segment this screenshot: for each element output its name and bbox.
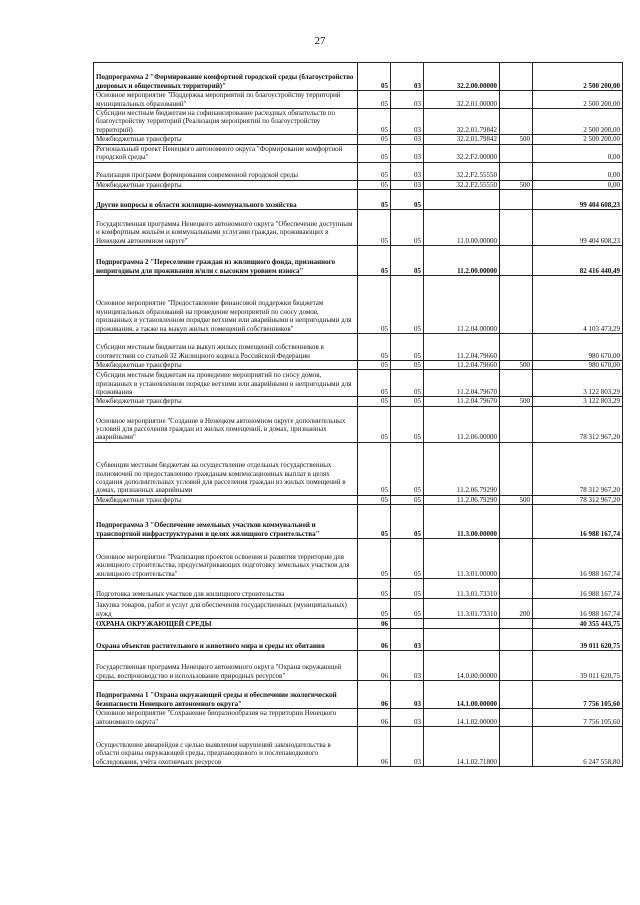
row-name-cell: Субвенции местным бюджетам на осуществление отдельных государственных полномочий по предоставлению гражданам компенсационных выплат в целях создания дополнительных условий для расселения граждан из жилых помещений в домах, признанных аварийными xyxy=(94,442,358,495)
section-code-cell: 05 xyxy=(358,406,391,442)
target-article-cell: 32.2.01.00000 xyxy=(424,91,500,109)
expense-type-cell: 500 xyxy=(500,180,533,189)
section-code-cell: 05 xyxy=(358,397,391,406)
subsection-code-cell: 05 xyxy=(391,579,424,599)
section-code-cell: 06 xyxy=(358,681,391,709)
section-code-cell: 06 xyxy=(358,629,391,651)
row-name-cell: Подпрограмма 2 "Формирование комфортной городской среды (благоустройство дворовых и общественных территорий)" xyxy=(94,63,358,91)
expense-type-cell xyxy=(500,144,533,162)
subsection-code-cell: 05 xyxy=(391,210,424,246)
subsection-code-cell: 05 xyxy=(391,406,424,442)
row-name-cell: Межбюджетные трансферты xyxy=(94,135,358,144)
row-name-cell: Другие вопросы в области жилищно-коммунального хозяйства xyxy=(94,190,358,210)
target-article-cell: 11.2.06.79290 xyxy=(424,495,500,504)
expense-type-cell xyxy=(500,629,533,651)
row-name-cell: Межбюджетные трансферты xyxy=(94,397,358,406)
row-name-cell: Субсидии местным бюджетам на выкуп жилых помещений собственников в соответствии со статьей 32 Жилищного кодекса Российской Федерации xyxy=(94,334,358,361)
target-article-cell xyxy=(424,190,500,210)
table-row xyxy=(94,651,623,681)
target-article-cell: 11.2.06.00000 xyxy=(424,406,500,442)
amount-cell: 3 122 803,29 xyxy=(533,397,623,406)
section-code-cell: 06 xyxy=(358,651,391,681)
row-name-cell: Основное мероприятие "Сохранение биоразнообразия на территории Ненецкого автономного округа" xyxy=(94,709,358,727)
table-row xyxy=(94,539,623,579)
subsection-code-cell: 03 xyxy=(391,144,424,162)
table-row xyxy=(94,406,623,442)
table-row xyxy=(94,370,623,397)
target-article-cell: 14.1.02.71800 xyxy=(424,727,500,767)
section-code-cell: 05 xyxy=(358,63,391,91)
subsection-code-cell: 03 xyxy=(391,180,424,189)
table-row xyxy=(94,599,623,619)
subsection-code-cell: 05 xyxy=(391,495,424,504)
section-code-cell: 05 xyxy=(358,334,391,361)
subsection-code-cell: 05 xyxy=(391,246,424,276)
amount-cell: 78 312 967,20 xyxy=(533,442,623,495)
amount-cell: 16 988 167,74 xyxy=(533,505,623,539)
target-article-cell: 32.2.F2.55550 xyxy=(424,162,500,180)
subsection-code-cell: 05 xyxy=(391,370,424,397)
table-row xyxy=(94,246,623,276)
row-name-cell: Основное мероприятие "Создание в Ненецком автономном округе дополнительных условий для расселения граждан из жилых помещений, в домах, признанных аварийными" xyxy=(94,406,358,442)
table-row xyxy=(94,135,623,144)
section-code-cell: 05 xyxy=(358,495,391,504)
row-name-cell: Закупка товаров, работ и услуг для обеспечения государственных (муниципальных) нужд xyxy=(94,599,358,619)
amount-cell: 40 355 443,75 xyxy=(533,619,623,629)
expense-type-cell xyxy=(500,246,533,276)
expense-type-cell: 200 xyxy=(500,599,533,619)
section-code-cell: 05 xyxy=(358,361,391,370)
row-name-cell: Региональный проект Ненецкого автономного округа "Формирование комфортной городской среды" xyxy=(94,144,358,162)
target-article-cell: 11.0.00.00000 xyxy=(424,210,500,246)
amount-cell: 980 670,00 xyxy=(533,361,623,370)
amount-cell: 0,00 xyxy=(533,180,623,189)
amount-cell: 78 312 967,20 xyxy=(533,406,623,442)
amount-cell: 16 988 167,74 xyxy=(533,599,623,619)
target-article-cell: 11.2.04.79670 xyxy=(424,397,500,406)
subsection-code-cell: 05 xyxy=(391,190,424,210)
row-name-cell: ОХРАНА ОКРУЖАЮЩЕЙ СРЕДЫ xyxy=(94,619,358,629)
subsection-code-cell: 03 xyxy=(391,629,424,651)
section-code-cell: 05 xyxy=(358,370,391,397)
row-name-cell: Основное мероприятие "Поддержка мероприятий по благоустройству территорий муниципальных образований" xyxy=(94,91,358,109)
subsection-code-cell: 05 xyxy=(391,505,424,539)
section-code-cell: 05 xyxy=(358,109,391,135)
row-name-cell: Охрана объектов растительного и животного мира и среды их обитания xyxy=(94,629,358,651)
expense-type-cell xyxy=(500,539,533,579)
subsection-code-cell: 05 xyxy=(391,599,424,619)
expense-type-cell: 500 xyxy=(500,495,533,504)
amount-cell: 2 500 200,00 xyxy=(533,63,623,91)
section-code-cell: 05 xyxy=(358,135,391,144)
section-code-cell: 05 xyxy=(358,210,391,246)
section-code-cell: 05 xyxy=(358,144,391,162)
target-article-cell: 11.2.04.79660 xyxy=(424,334,500,361)
row-name-cell: Основное мероприятие "Предоставление финансовой поддержки бюджетам муниципальных образований на проведение мероприятий по сносу домов, признанных в установленном порядке ветхими или аварийными и непригодными для проживания, а также на выкуп жилых помещений собственников" xyxy=(94,276,358,334)
subsection-code-cell: 05 xyxy=(391,397,424,406)
section-code-cell: 06 xyxy=(358,727,391,767)
subsection-code-cell: 03 xyxy=(391,162,424,180)
amount-cell: 6 247 558,80 xyxy=(533,727,623,767)
table-row xyxy=(94,681,623,709)
row-name-cell: Государственная программа Ненецкого автономного округа "Обеспечение доступным и комфортным жильём и коммунальными услугами граждан, проживающих в Ненецком автономном округе" xyxy=(94,210,358,246)
target-article-cell: 14.1.00.00000 xyxy=(424,681,500,709)
row-name-cell: Субсидии местным бюджетам на софинансирование расходных обязательств по благоустройству территорий (Реализация мероприятий по благоустройству территорий) xyxy=(94,109,358,135)
expense-type-cell xyxy=(500,109,533,135)
row-name-cell: Подготовка земельных участков для жилищного строительства xyxy=(94,579,358,599)
target-article-cell: 32.2.01.79842 xyxy=(424,109,500,135)
expense-type-cell: 500 xyxy=(500,135,533,144)
amount-cell: 4 103 473,29 xyxy=(533,276,623,334)
table-row xyxy=(94,397,623,406)
amount-cell: 16 988 167,74 xyxy=(533,579,623,599)
table-row xyxy=(94,495,623,504)
subsection-code-cell xyxy=(391,619,424,629)
row-name-cell: Межбюджетные трансферты xyxy=(94,180,358,189)
section-code-cell: 05 xyxy=(358,190,391,210)
row-name-cell: Подпрограмма 2 "Переселение граждан из жилищного фонда, признанного непригодным для проживания и/или с высоким уровнем износа" xyxy=(94,246,358,276)
row-name-cell: Основное мероприятие "Реализация проектов освоения и развития территории для жилищного строительства, предусматривающих подготовку земельных участков для жилищного строительства" xyxy=(94,539,358,579)
subsection-code-cell: 05 xyxy=(391,442,424,495)
row-name-cell: Межбюджетные трансферты xyxy=(94,361,358,370)
target-article-cell: 11.3.01.73310 xyxy=(424,579,500,599)
target-article-cell: 32.2.F2.00000 xyxy=(424,144,500,162)
table-row xyxy=(94,190,623,210)
amount-cell: 7 756 105,60 xyxy=(533,709,623,727)
target-article-cell: 11.2.06.79290 xyxy=(424,442,500,495)
amount-cell: 2 500 200,00 xyxy=(533,135,623,144)
section-code-cell: 05 xyxy=(358,442,391,495)
expense-type-cell xyxy=(500,505,533,539)
table-row xyxy=(94,109,623,135)
expense-type-cell xyxy=(500,619,533,629)
target-article-cell: 14.0.00.00000 xyxy=(424,651,500,681)
table-row xyxy=(94,162,623,180)
expense-type-cell xyxy=(500,709,533,727)
row-name-cell: Реализация программ формирования современной городской среды xyxy=(94,162,358,180)
amount-cell: 39 011 620,75 xyxy=(533,629,623,651)
table-row xyxy=(94,180,623,189)
amount-cell: 7 756 105,60 xyxy=(533,681,623,709)
target-article-cell: 11.3.00.00000 xyxy=(424,505,500,539)
subsection-code-cell: 05 xyxy=(391,361,424,370)
expense-type-cell xyxy=(500,727,533,767)
budget-table xyxy=(93,62,623,767)
expense-type-cell xyxy=(500,334,533,361)
target-article-cell: 11.3.01.73310 xyxy=(424,599,500,619)
table-row xyxy=(94,210,623,246)
target-article-cell: 32.2.00.00000 xyxy=(424,63,500,91)
table-row xyxy=(94,334,623,361)
expense-type-cell xyxy=(500,370,533,397)
section-code-cell: 05 xyxy=(358,276,391,334)
table-row xyxy=(94,505,623,539)
row-name-cell: Подпрограмма 3 "Обеспечение земельных участков коммунальной и транспортной инфраструктурами в целях жилищного строительства" xyxy=(94,505,358,539)
subsection-code-cell: 03 xyxy=(391,109,424,135)
section-code-cell: 05 xyxy=(358,599,391,619)
row-name-cell: Субсидии местным бюджетам на проведение мероприятий по сносу домов, признанных в установленном порядке ветхими или аварийными и непригодными для проживания xyxy=(94,370,358,397)
amount-cell: 3 122 803,29 xyxy=(533,370,623,397)
expense-type-cell: 500 xyxy=(500,397,533,406)
expense-type-cell: 500 xyxy=(500,361,533,370)
target-article-cell: 32.2.01.79842 xyxy=(424,135,500,144)
target-article-cell: 11.2.04.79660 xyxy=(424,361,500,370)
expense-type-cell xyxy=(500,63,533,91)
expense-type-cell xyxy=(500,190,533,210)
table-row xyxy=(94,619,623,629)
table-row xyxy=(94,442,623,495)
section-code-cell: 05 xyxy=(358,91,391,109)
section-code-cell: 05 xyxy=(358,180,391,189)
subsection-code-cell: 05 xyxy=(391,539,424,579)
subsection-code-cell: 03 xyxy=(391,681,424,709)
row-name-cell: Межбюджетные трансферты xyxy=(94,495,358,504)
target-article-cell xyxy=(424,619,500,629)
row-name-cell: Осуществление авиарейдов с целью выявления нарушений законодательства в области охраны окружающей среды, предпаводкового и послепаводкового обследования, учёта охотничьих ресурсов xyxy=(94,727,358,767)
table-row xyxy=(94,579,623,599)
expense-type-cell xyxy=(500,406,533,442)
target-article-cell: 11.2.04.00000 xyxy=(424,276,500,334)
subsection-code-cell: 03 xyxy=(391,63,424,91)
amount-cell: 0,00 xyxy=(533,144,623,162)
amount-cell: 2 500 200,00 xyxy=(533,91,623,109)
subsection-code-cell: 03 xyxy=(391,135,424,144)
table-row xyxy=(94,276,623,334)
table-row xyxy=(94,727,623,767)
table-row xyxy=(94,144,623,162)
amount-cell: 2 500 200,00 xyxy=(533,109,623,135)
table-row xyxy=(94,63,623,91)
page-number: 27 xyxy=(314,35,326,47)
expense-type-cell xyxy=(500,276,533,334)
amount-cell: 82 416 440,49 xyxy=(533,246,623,276)
amount-cell: 99 404 608,23 xyxy=(533,210,623,246)
amount-cell: 980 670,00 xyxy=(533,334,623,361)
expense-type-cell xyxy=(500,651,533,681)
section-code-cell: 05 xyxy=(358,579,391,599)
amount-cell: 0,00 xyxy=(533,162,623,180)
subsection-code-cell: 05 xyxy=(391,276,424,334)
target-article-cell: 14.1.02.00000 xyxy=(424,709,500,727)
table-row xyxy=(94,709,623,727)
amount-cell: 39 011 620,75 xyxy=(533,651,623,681)
target-article-cell xyxy=(424,629,500,651)
expense-type-cell xyxy=(500,442,533,495)
expense-type-cell xyxy=(500,579,533,599)
subsection-code-cell: 05 xyxy=(391,334,424,361)
table-row xyxy=(94,91,623,109)
expense-type-cell xyxy=(500,210,533,246)
subsection-code-cell: 03 xyxy=(391,651,424,681)
amount-cell: 78 312 967,20 xyxy=(533,495,623,504)
row-name-cell: Подпрограмма 1 "Охрана окружающей среды и обеспечение экологической безопасности Ненецкого автономного округа" xyxy=(94,681,358,709)
target-article-cell: 11.2.00.00000 xyxy=(424,246,500,276)
subsection-code-cell: 03 xyxy=(391,709,424,727)
amount-cell: 99 404 608,23 xyxy=(533,190,623,210)
expense-type-cell xyxy=(500,91,533,109)
target-article-cell: 11.2.04.79670 xyxy=(424,370,500,397)
expense-type-cell xyxy=(500,162,533,180)
expense-type-cell xyxy=(500,681,533,709)
target-article-cell: 11.3.01.00000 xyxy=(424,539,500,579)
section-code-cell: 05 xyxy=(358,539,391,579)
section-code-cell: 06 xyxy=(358,619,391,629)
subsection-code-cell: 03 xyxy=(391,727,424,767)
target-article-cell: 32.2.F2.55550 xyxy=(424,180,500,189)
section-code-cell: 06 xyxy=(358,709,391,727)
section-code-cell: 05 xyxy=(358,246,391,276)
table-row xyxy=(94,361,623,370)
section-code-cell: 05 xyxy=(358,505,391,539)
row-name-cell: Государственная программа Ненецкого автономного округа "Охрана окружающей среды, воспроизводство и использование природных ресурсов" xyxy=(94,651,358,681)
subsection-code-cell: 03 xyxy=(391,91,424,109)
amount-cell: 16 988 167,74 xyxy=(533,539,623,579)
section-code-cell: 05 xyxy=(358,162,391,180)
table-row xyxy=(94,629,623,651)
